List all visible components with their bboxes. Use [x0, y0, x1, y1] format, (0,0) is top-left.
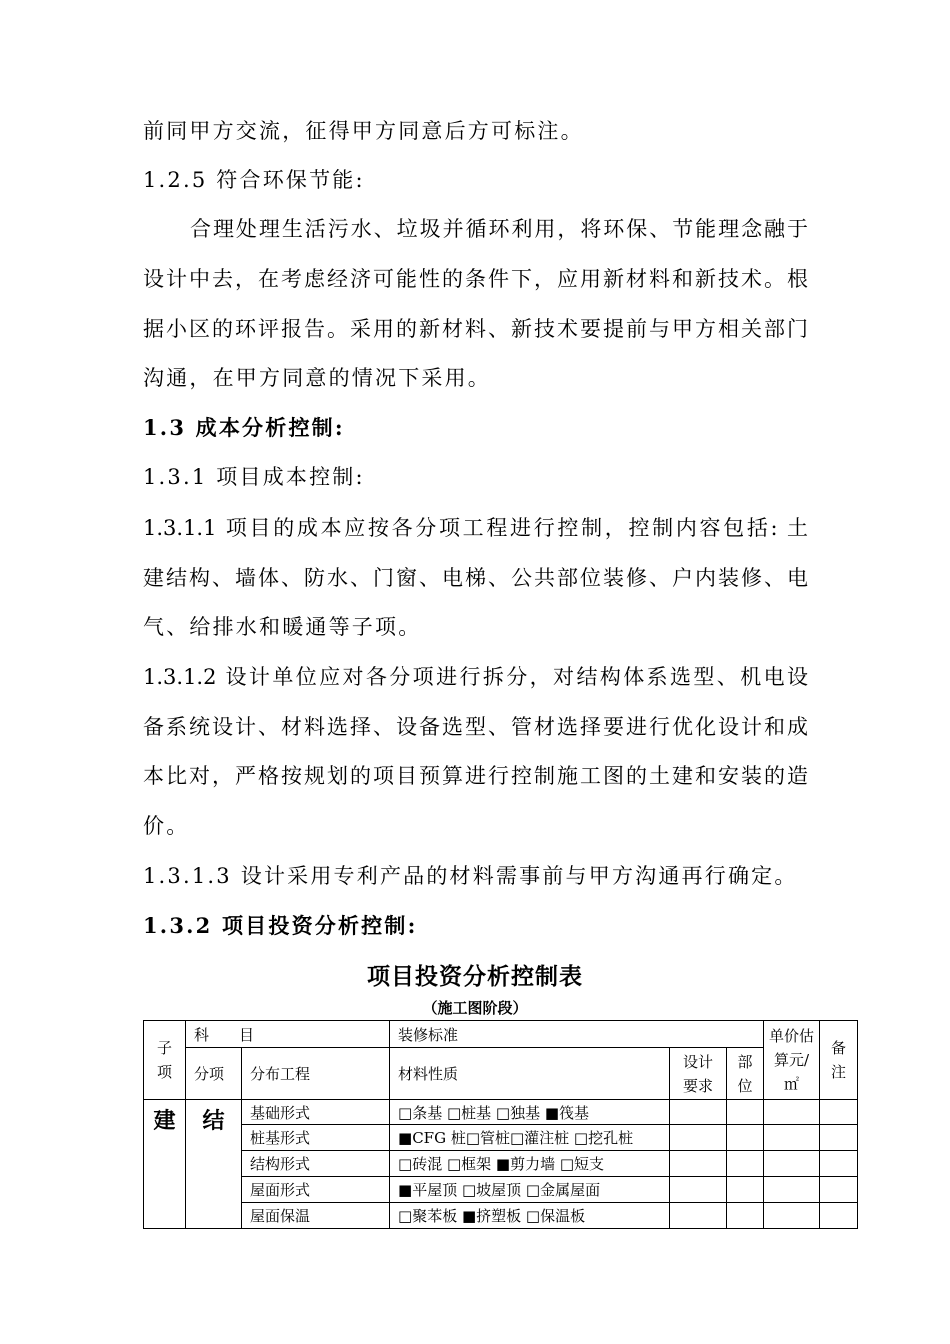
table-subheader-row: [144, 1048, 858, 1100]
empty-cell: [670, 1151, 727, 1177]
section-heading-1-3-2: 1.3.2 项目投资分析控制:: [143, 913, 418, 938]
empty-cell: [727, 1125, 764, 1151]
header-fenxiang: 分项: [186, 1048, 242, 1100]
paragraph-line: 设计中去，在考虑经济可能性的条件下，应用新材料和新技术。根: [143, 267, 808, 291]
options-cell: □砖混 □框架 ■剪力墙 □短支: [390, 1151, 670, 1177]
table-header-row: [144, 1021, 858, 1048]
empty-cell: [670, 1203, 727, 1229]
table-subtitle: （施工图阶段）: [422, 999, 528, 1017]
empty-cell: [764, 1125, 820, 1151]
header-cailiao: 材料性质: [390, 1048, 670, 1100]
paragraph-line: 价。: [143, 814, 190, 838]
header-sheji: 设计要求: [670, 1048, 727, 1100]
header-fenbu: 分布工程: [242, 1048, 390, 1100]
header-danjia: 单价估算元/㎡: [764, 1021, 820, 1100]
empty-cell: [727, 1151, 764, 1177]
header-zixiang: 子项: [144, 1021, 186, 1100]
empty-cell: [820, 1177, 858, 1203]
options-cell: ■平屋顶 □坡屋顶 □金属屋面: [390, 1177, 670, 1203]
paragraph-line: 1.3.1.3 设计采用专利产品的材料需事前与甲方沟通再行确定。: [143, 864, 798, 888]
empty-cell: [727, 1203, 764, 1229]
paragraph-line: 前同甲方交流，征得甲方同意后方可标注。: [143, 119, 584, 143]
paragraph-line: 据小区的环评报告。采用的新材料、新技术要提前与甲方相关部门: [143, 317, 808, 341]
options-cell: □聚苯板 ■挤塑板 □保温板: [390, 1203, 670, 1229]
paragraph-line: 合理处理生活污水、垃圾并循环利用，将环保、节能理念融于: [190, 217, 808, 241]
fenbu-cell: 桩基形式: [242, 1125, 390, 1151]
table-row: [144, 1177, 858, 1203]
empty-cell: [727, 1100, 764, 1125]
empty-cell: [820, 1203, 858, 1229]
fenbu-cell: 基础形式: [242, 1100, 390, 1125]
header-zhuangxiu: 装修标准: [390, 1021, 764, 1048]
table-row: [144, 1125, 858, 1151]
options-cell: □条基 □桩基 □独基 ■筏基: [390, 1100, 670, 1125]
empty-cell: [820, 1151, 858, 1177]
empty-cell: [670, 1100, 727, 1125]
paragraph-line: 1.3.1.2 设计单位应对各分项进行拆分，对结构体系选型、机电设: [143, 665, 808, 689]
paragraph-line: 建结构、墙体、防水、门窗、电梯、公共部位装修、户内装修、电: [143, 566, 808, 590]
group-fenxiang-cell: 结: [186, 1100, 242, 1229]
empty-cell: [670, 1177, 727, 1203]
section-heading-1-3-1: 1.3.1 项目成本控制:: [143, 465, 365, 489]
group-zixiang-cell: 建: [144, 1100, 186, 1229]
empty-cell: [764, 1177, 820, 1203]
header-buwei: 部位: [727, 1048, 764, 1100]
table-row: [144, 1100, 858, 1125]
section-heading-1-2-5: 1.2.5 符合环保节能:: [143, 168, 365, 192]
paragraph-line: 1.3.1.1 项目的成本应按各分项工程进行控制，控制内容包括: 土: [143, 516, 808, 540]
empty-cell: [820, 1100, 858, 1125]
empty-cell: [820, 1125, 858, 1151]
fenbu-cell: 结构形式: [242, 1151, 390, 1177]
table-row: [144, 1203, 858, 1229]
header-kemu: 科 目: [186, 1021, 390, 1048]
empty-cell: [764, 1203, 820, 1229]
header-beizhu: 备注: [820, 1021, 858, 1100]
empty-cell: [670, 1125, 727, 1151]
paragraph-line: 本比对，严格按规划的项目预算进行控制施工图的土建和安装的造: [143, 764, 808, 788]
empty-cell: [764, 1100, 820, 1125]
paragraph-line: 备系统设计、材料选择、设备选型、管材选择要进行优化设计和成: [143, 715, 808, 739]
empty-cell: [764, 1151, 820, 1177]
fenbu-cell: 屋面形式: [242, 1177, 390, 1203]
fenbu-cell: 屋面保温: [242, 1203, 390, 1229]
paragraph-line: 气、给排水和暖通等子项。: [143, 615, 422, 639]
table-row: [144, 1151, 858, 1177]
paragraph-line: 沟通，在甲方同意的情况下采用。: [143, 366, 491, 390]
section-heading-1-3: 1.3 成本分析控制:: [143, 415, 345, 440]
empty-cell: [727, 1177, 764, 1203]
options-cell: ■CFG 桩□管桩□灌注桩 □挖孔桩: [390, 1125, 670, 1151]
table-title: 项目投资分析控制表: [367, 963, 583, 990]
investment-control-table: [143, 1020, 858, 1229]
